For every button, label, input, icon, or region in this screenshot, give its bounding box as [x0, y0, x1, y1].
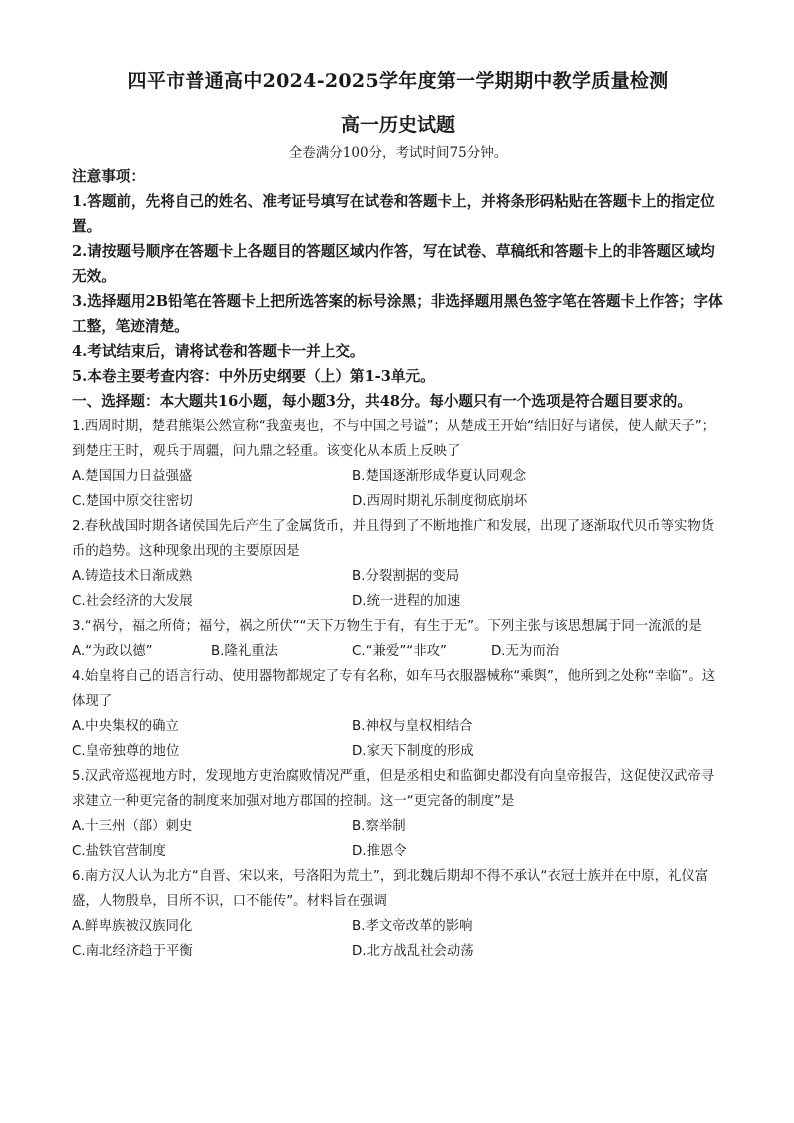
option: B.隆礼重法 [211, 644, 279, 659]
option: C.社会经济的大发展 [72, 594, 193, 609]
option: D.西周时期礼乐制度彻底崩坏 [352, 494, 528, 509]
option: C.“兼爱”“非攻” [352, 644, 447, 659]
question-options [72, 814, 724, 864]
notice-item: 1.答题前，先将自己的姓名、准考证号填写在试卷和答题卡上，并将条形码粘贴在答题卡上的指定位置。 [72, 193, 715, 235]
question-stem: 6.南方汉人认为北方“自晋、宋以来，号洛阳为荒土”，到北魏后期却不得不承认“衣冠士族并在中原，礼仪富盛，人物殷阜，目所不识，口不能传”。材料旨在强调 [72, 869, 709, 909]
question-options [72, 714, 724, 764]
option: A.鲜卑族被汉族同化 [72, 919, 193, 934]
option: A.铸造技术日渐成熟 [72, 569, 193, 584]
option: A.楚国国力日益强盛 [72, 469, 193, 484]
option: A.“为政以德” [72, 644, 153, 659]
question [72, 614, 724, 664]
question [72, 764, 724, 864]
option: D.统一进程的加速 [352, 594, 461, 609]
question-options [72, 564, 724, 614]
question-stem: 2.春秋战国时期各诸侯国先后产生了金属货币，并且得到了不断地推广和发展，出现了逐渐取代贝币等实物货币的趋势。这种现象出现的主要原因是 [72, 519, 715, 559]
question-options [72, 914, 724, 964]
question-stem: 3.“祸兮，福之所倚；福兮，祸之所伏”“天下万物生于有，有生于无”。下列主张与该思想属于同一流派的是 [72, 619, 702, 634]
question-stem: 4.始皇将自己的语言行动、使用器物都规定了专有名称，如车马衣服器械称“乘舆”，他所到之处称“幸临”。这体现了 [72, 669, 716, 709]
option: B.神权与皇权相结合 [352, 719, 473, 734]
question [72, 664, 724, 764]
exam-page [72, 66, 724, 964]
question [72, 414, 724, 514]
notice-item: 3.选择题用2B铅笔在答题卡上把所选答案的标号涂黑；非选择题用黑色签字笔在答题卡上作答；字体工整，笔迹清楚。 [72, 293, 723, 335]
question-options [72, 464, 724, 514]
exam-subtitle: 高一历史试题 [340, 114, 455, 136]
option: A.中央集权的确立 [72, 719, 179, 734]
option: C.楚国中原交往密切 [72, 494, 193, 509]
option: B.孝文帝改革的影响 [352, 919, 473, 934]
option: B.察举制 [352, 819, 406, 834]
option: C.皇帝独尊的地位 [72, 744, 180, 759]
section-heading: 一、选择题：本大题共16小题，每小题3分，共48分。每小题只有一个选项是符合题目要求的。 [72, 393, 692, 410]
notice-item: 2.请按题号顺序在答题卡上各题目的答题区域内作答，写在试卷、草稿纸和答题卡上的非答题区域均无效。 [72, 243, 715, 285]
option: A.十三州（部）刺史 [72, 819, 193, 834]
option: D.无为而治 [491, 644, 560, 659]
notice-item: 4.考试结束后，请将试卷和答题卡一并上交。 [72, 343, 365, 360]
option: B.分裂割据的变局 [352, 569, 460, 584]
question-stem: 1.西周时期，楚君熊渠公然宣称“我蛮夷也，不与中国之号谥”；从楚成王开始“结旧好与诸侯，使人献天子”；到楚庄王时，观兵于周疆，问九鼎之轻重。该变化从本质上反映了 [72, 419, 716, 459]
option: C.南北经济趋于平衡 [72, 944, 193, 959]
notice-item: 5.本卷主要考查内容：中外历史纲要（上）第1-3单元。 [72, 368, 435, 385]
option: D.北方战乱社会动荡 [352, 944, 474, 959]
exam-title: 四平市普通高中2024-2025学年度第一学期期中教学质量检测 [127, 70, 669, 92]
option: B.楚国逐渐形成华夏认同观念 [352, 469, 527, 484]
option: D.推恩令 [352, 844, 407, 859]
question-stem: 5.汉武帝巡视地方时，发现地方吏治腐败情况严重，但是丞相史和监御史都没有向皇帝报告，这促使汉武帝寻求建立一种更完备的制度来加强对地方郡国的控制。这一“更完备的制度”是 [72, 769, 715, 809]
question [72, 864, 724, 964]
option: D.家天下制度的形成 [352, 744, 474, 759]
option: C.盐铁官营制度 [72, 844, 166, 859]
notice-heading: 注意事项： [72, 168, 145, 185]
score-time-note: 全卷满分100分，考试时间75分钟。 [288, 145, 508, 161]
question [72, 514, 724, 614]
question-options [72, 639, 724, 664]
